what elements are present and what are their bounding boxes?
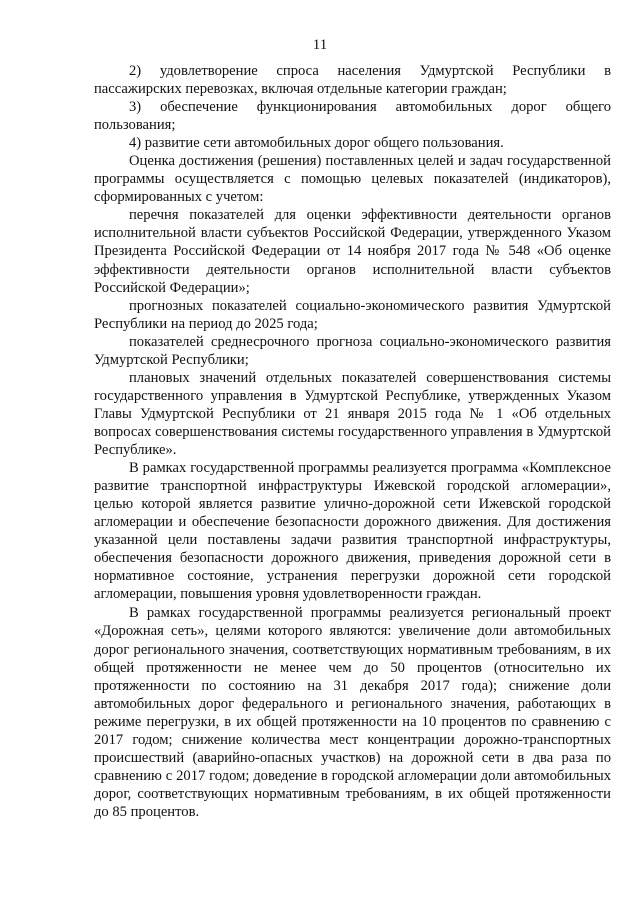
paragraph-evaluation-intro: Оценка достижения (решения) поставленных целей и задач государственной программы осуществляется с помощью целевых показателей (индикаторов), сформированных с учетом: <box>94 153 611 206</box>
paragraph-midterm-forecast: показателей среднесрочного прогноза социально-экономического развития Удмуртской Республики; <box>94 333 611 368</box>
paragraph-forecast-indicators: прогнозных показателей социально-экономического развития Удмуртской Республики на период до 2025 года; <box>94 297 611 332</box>
page-number: 11 <box>312 37 328 53</box>
paragraph-planned-values: плановых значений отдельных показателей совершенствования системы государственного управления в Удмуртской Республике, утвержденных Указом Главы Удмуртской Республики от 21 января 2015 года № 1 «Об отдельных вопросах совершенствования системы государственного управления в Удмуртской Республике». <box>94 369 611 458</box>
paragraph-goal-road-network: 4) развитие сети автомобильных дорог общего пользования. <box>129 135 504 152</box>
document-body <box>94 62 611 821</box>
paragraph-goal-road-operation: 3) обеспечение функционирования автомобильных дорог общего пользования; <box>94 99 611 134</box>
paragraph-indicator-list-decree: перечня показателей для оценки эффективности деятельности органов исполнительной власти субъектов Российской Федерации, утвержденного Указом Президента Российской Федерации от 14 ноября 2017 года № 548 «Об оценке эффективности деятельности органов исполнительной власти субъектов Российской Федерации»; <box>94 207 611 296</box>
paragraph-goal-passenger-transport: 2) удовлетворение спроса населения Удмуртской Республики в пассажирских перевозках, включая отдельные категории граждан; <box>94 63 611 98</box>
paragraph-transport-program: В рамках государственной программы реализуется программа «Комплексное развитие транспортной инфраструктуры Ижевской городской агломерации», целью которой является развитие улично-дорожной сети Ижевской городской агломерации и обеспечение безопасности дорожного движения. Для достижения указанной цели поставлены задачи развития транспортной инфраструктуры, обеспечения безопасности дорожного движения, приведения дорожной сети в нормативное состояние, устранения перегрузки дорожной сети городской агломерации, повышения уровня удовлетворенности граждан. <box>94 460 611 603</box>
paragraph-regional-project: В рамках государственной программы реализуется региональный проект «Дорожная сеть», целями которого являются: увеличение доли автомобильных дорог регионального значения, соответствующих нормативным требованиям, в их общей протяженности не менее чем до 50 процентов (относительно их протяженности по состоянию на 31 декабря 2017 года); снижение доли автомобильных дорог федерального и регионального значения, работающих в режиме перегрузки, в их общей протяженности на 10 процентов по сравнению с 2017 годом; снижение количества мест концентрации дорожно-транспортных происшествий (аварийно-опасных участков) на дорожной сети в два раза по сравнению с 2017 годом; доведение в городской агломерации доли автомобильных дорог, соответствующих нормативным требованиям, в их общей протяженности до 85 процентов. <box>94 605 611 820</box>
